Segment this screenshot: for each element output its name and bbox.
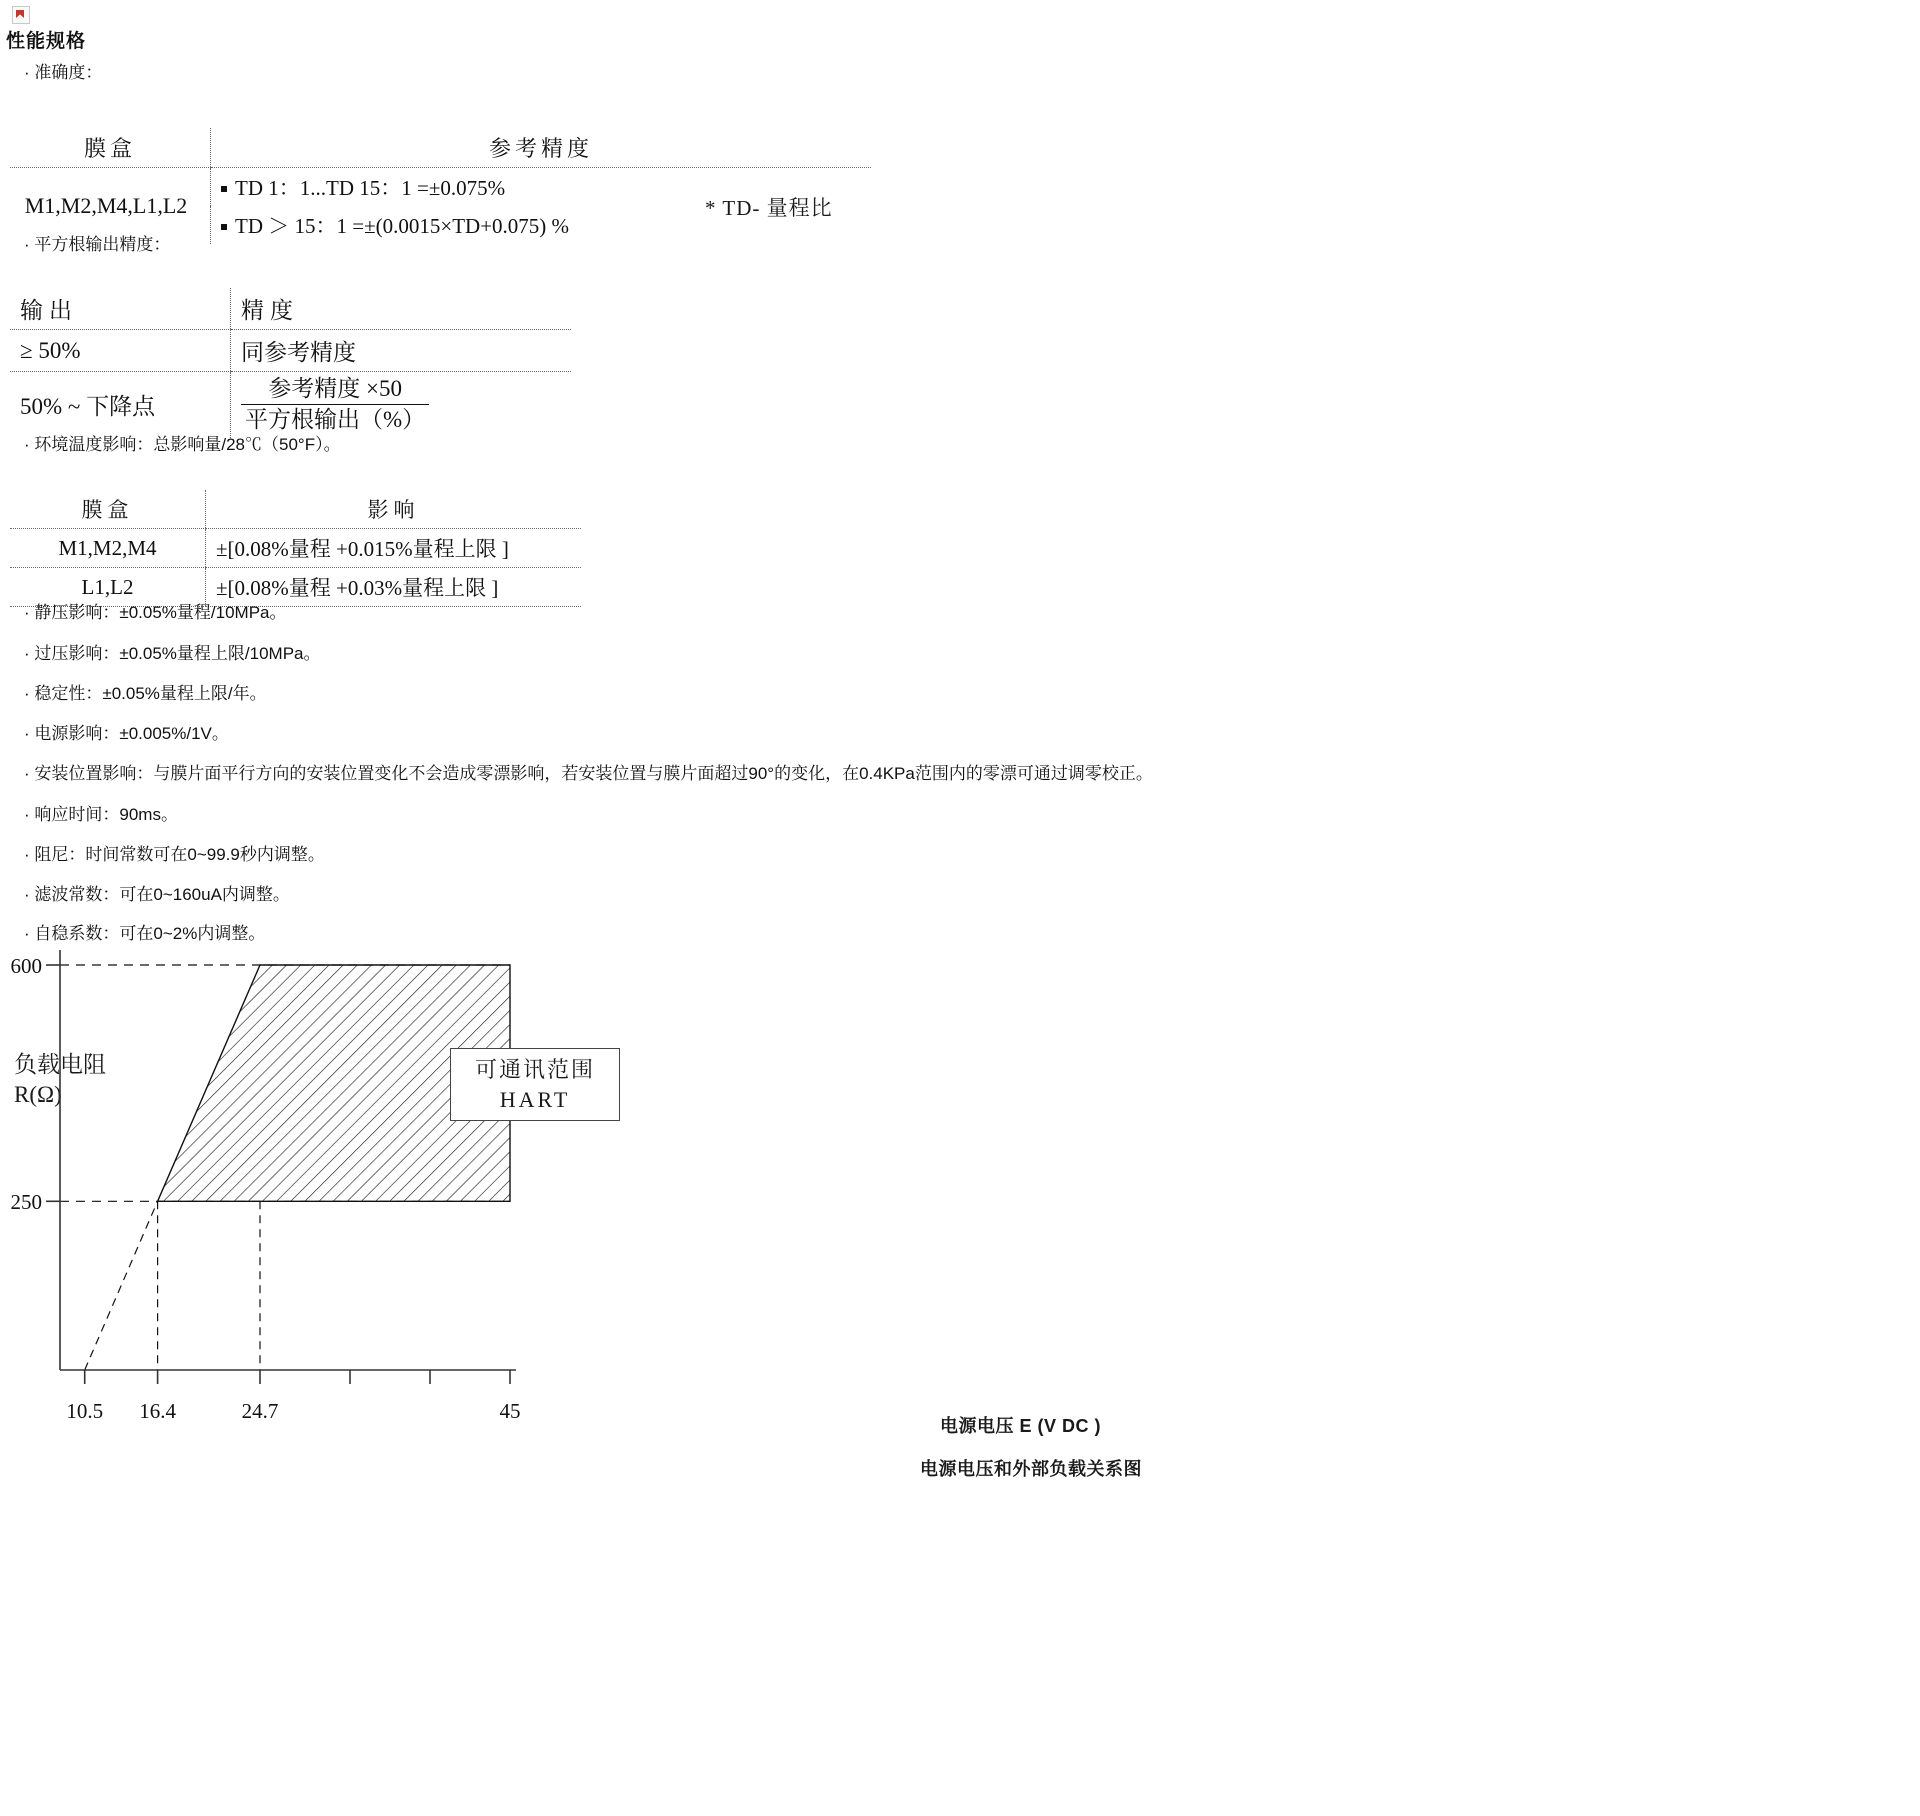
chart-annotation-line2: HART xyxy=(499,1086,571,1112)
table-accuracy xyxy=(10,128,871,244)
bullet-over-pressure: · 过压影响：±0.05%量程上限/10MPa。 xyxy=(24,644,321,663)
chart-ylabel-250: 250 xyxy=(10,1190,42,1214)
square-bullet-icon xyxy=(221,186,227,192)
fraction-numerator: 参考精度 ×50 xyxy=(241,376,429,405)
table-accuracy-model: M1,M2,M4,L1,L2 xyxy=(24,193,188,218)
chart-y-axis-label-line1: 负载电阻 xyxy=(14,1052,106,1077)
table-sqrt-row2-accuracy xyxy=(231,372,572,438)
chart-figure-caption: 电源电压和外部负载关系图 xyxy=(920,1459,1142,1479)
table-accuracy-row-2-text: TD ＞ 15：1 =±(0.0015×TD+0.075) % xyxy=(235,214,570,238)
table-temp-row1-effect: ±[0.08%量程 +0.015%量程上限 ] xyxy=(206,529,582,568)
bullet-static-pressure: · 静压影响：±0.05%量程/10MPa。 xyxy=(24,603,287,622)
chart-xlabel-10-5: 10.5 xyxy=(66,1399,104,1423)
square-bullet-icon xyxy=(221,224,227,230)
chart-svg xyxy=(0,940,800,1500)
bullet-power-supply: · 电源影响：±0.005%/1V。 xyxy=(24,724,229,743)
chart-xlabel-16-4: 16.4 xyxy=(139,1399,176,1423)
bullet-damping: · 阻尼：时间常数可在0~99.9秒内调整。 xyxy=(24,845,325,864)
table-sqrt-row1-accuracy: 同参考精度 xyxy=(231,330,572,372)
fraction xyxy=(241,376,429,434)
table-temp-row2-effect: ±[0.08%量程 +0.03%量程上限 ] xyxy=(206,568,582,607)
bullet-stability: · 稳定性：±0.05%量程上限/年。 xyxy=(24,684,267,703)
table-sqrt-row1-output: ≥ 50% xyxy=(10,330,231,372)
load-resistance-chart xyxy=(0,940,1400,1500)
table-sqrt-header-output: 输出 xyxy=(10,288,231,330)
broken-image-icon xyxy=(12,6,30,24)
table-temp-row2-model: L1,L2 xyxy=(10,568,206,607)
table-sqrt-header-accuracy: 精度 xyxy=(231,288,572,330)
table-temperature-effect xyxy=(10,490,581,607)
table-accuracy-header-ref: 参考精度 xyxy=(211,128,872,168)
bullet-sqrt-accuracy: · 平方根输出精度： xyxy=(24,235,171,254)
chart-ylabel-600: 600 xyxy=(10,954,42,978)
page-right-margin xyxy=(1442,0,1920,1816)
table-temp-header-effect: 影响 xyxy=(206,490,582,529)
table-temp-header-model: 膜盒 xyxy=(10,490,206,529)
chart-xlabel-45: 45 xyxy=(499,1399,521,1423)
table-temp-row1-model: M1,M2,M4 xyxy=(10,529,206,568)
fraction-denominator: 平方根输出（%） xyxy=(245,407,426,433)
page-title: 性能规格 xyxy=(6,31,87,52)
bullet-response-time: · 响应时间：90ms。 xyxy=(24,805,178,824)
chart-annotation-hart xyxy=(450,1048,620,1121)
chart-xlabel-24-7: 24.7 xyxy=(241,1399,279,1423)
table-sqrt-accuracy xyxy=(10,288,571,438)
chart-annotation-line1: 可通讯范围 xyxy=(474,1057,595,1082)
table-accuracy-header-model: 膜盒 xyxy=(10,128,211,168)
table-accuracy-note: * TD- 量程比 xyxy=(705,196,833,220)
bullet-accuracy: · 准确度： xyxy=(24,63,103,82)
chart-y-axis-label-line2: R(Ω) xyxy=(14,1081,62,1107)
bullet-self-stability: · 自稳系数：可在0~2%内调整。 xyxy=(24,924,266,943)
bullet-filter-constant: · 滤波常数：可在0~160uA内调整。 xyxy=(24,885,290,904)
table-accuracy-row-1-text: TD 1：1...TD 15：1 =±0.075% xyxy=(235,176,506,200)
chart-x-axis-caption: 电源电压 E (V DC ) xyxy=(940,1416,1102,1436)
bullet-temp-effect: · 环境温度影响：总影响量/28℃（50°F）。 xyxy=(24,435,341,454)
bullet-mounting-position: · 安装位置影响：与膜片面平行方向的安装位置变化不会造成零漂影响，若安装位置与膜片面超过90°的变化，在0.4KPa范围内的零漂可通过调零校正。 xyxy=(24,764,1153,783)
chart-loadline-lower xyxy=(85,1201,158,1370)
table-sqrt-row2-output: 50% ~ 下降点 xyxy=(20,394,156,420)
